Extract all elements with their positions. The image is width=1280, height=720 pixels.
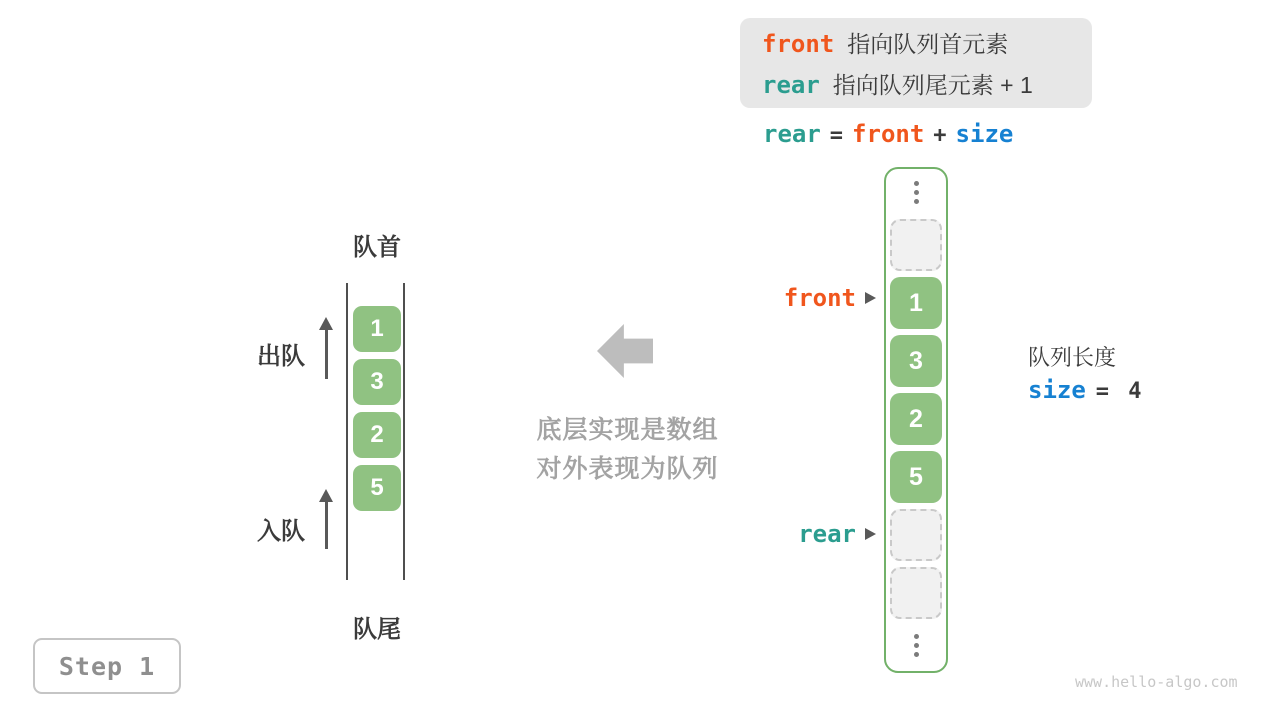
queue-head-label: 队首 <box>353 234 401 261</box>
size-value: = 4 <box>1095 379 1145 404</box>
equals-sign: = <box>829 123 844 148</box>
ellipsis-bottom-icon <box>914 634 919 657</box>
legend-box <box>740 18 1092 108</box>
left-block-arrow-icon <box>597 324 653 378</box>
enqueue-arrow-icon <box>319 489 333 549</box>
rear-keyword: rear <box>762 71 820 99</box>
size-keyword: size <box>1028 376 1086 404</box>
array-cell: 2 <box>890 393 942 445</box>
dequeue-arrow-icon <box>319 317 333 379</box>
array-container <box>884 167 948 673</box>
formula-front: front <box>852 120 925 148</box>
formula <box>763 120 1013 148</box>
array-cell-front: 1 <box>890 277 942 329</box>
middle-caption <box>510 411 745 489</box>
array-cell-empty <box>890 219 942 271</box>
front-pointer-label: front <box>783 284 856 312</box>
formula-rear: rear <box>763 120 821 148</box>
right-arrow-icon <box>865 292 876 304</box>
dequeue-label: 出队 <box>257 343 305 370</box>
middle-caption-line1: 底层实现是数组 <box>536 416 719 444</box>
front-description: 指向队列首元素 <box>847 31 1009 57</box>
queue-cells <box>353 306 401 511</box>
plus-sign: + <box>933 123 947 148</box>
queue-cell: 1 <box>353 306 401 352</box>
array-cell: 5 <box>890 451 942 503</box>
rear-pointer-label: rear <box>798 520 856 548</box>
queue-tail-label: 队尾 <box>353 616 401 643</box>
queue-cell: 3 <box>353 359 401 405</box>
rear-description: 指向队列尾元素 + 1 <box>832 72 1033 98</box>
rear-pointer <box>730 519 876 549</box>
queue-cell: 2 <box>353 412 401 458</box>
legend-line-rear <box>762 67 1092 100</box>
array-cells <box>890 219 942 619</box>
right-arrow-icon <box>865 528 876 540</box>
ellipsis-top-icon <box>914 181 919 204</box>
array-cell-rear <box>890 509 942 561</box>
array-cell-empty <box>890 567 942 619</box>
front-keyword: front <box>762 30 835 58</box>
queue-cell: 5 <box>353 465 401 511</box>
front-pointer <box>730 283 876 313</box>
array-cell: 3 <box>890 335 942 387</box>
formula-size: size <box>955 120 1014 148</box>
enqueue-label: 入队 <box>257 518 305 545</box>
middle-caption-line2: 对外表现为队列 <box>536 455 719 483</box>
size-value-line <box>1028 376 1145 404</box>
watermark: www.hello-algo.com <box>1075 673 1238 691</box>
step-badge: Step 1 <box>33 638 181 694</box>
legend-line-front <box>762 26 1092 59</box>
queue-length-title: 队列长度 <box>1028 345 1117 370</box>
